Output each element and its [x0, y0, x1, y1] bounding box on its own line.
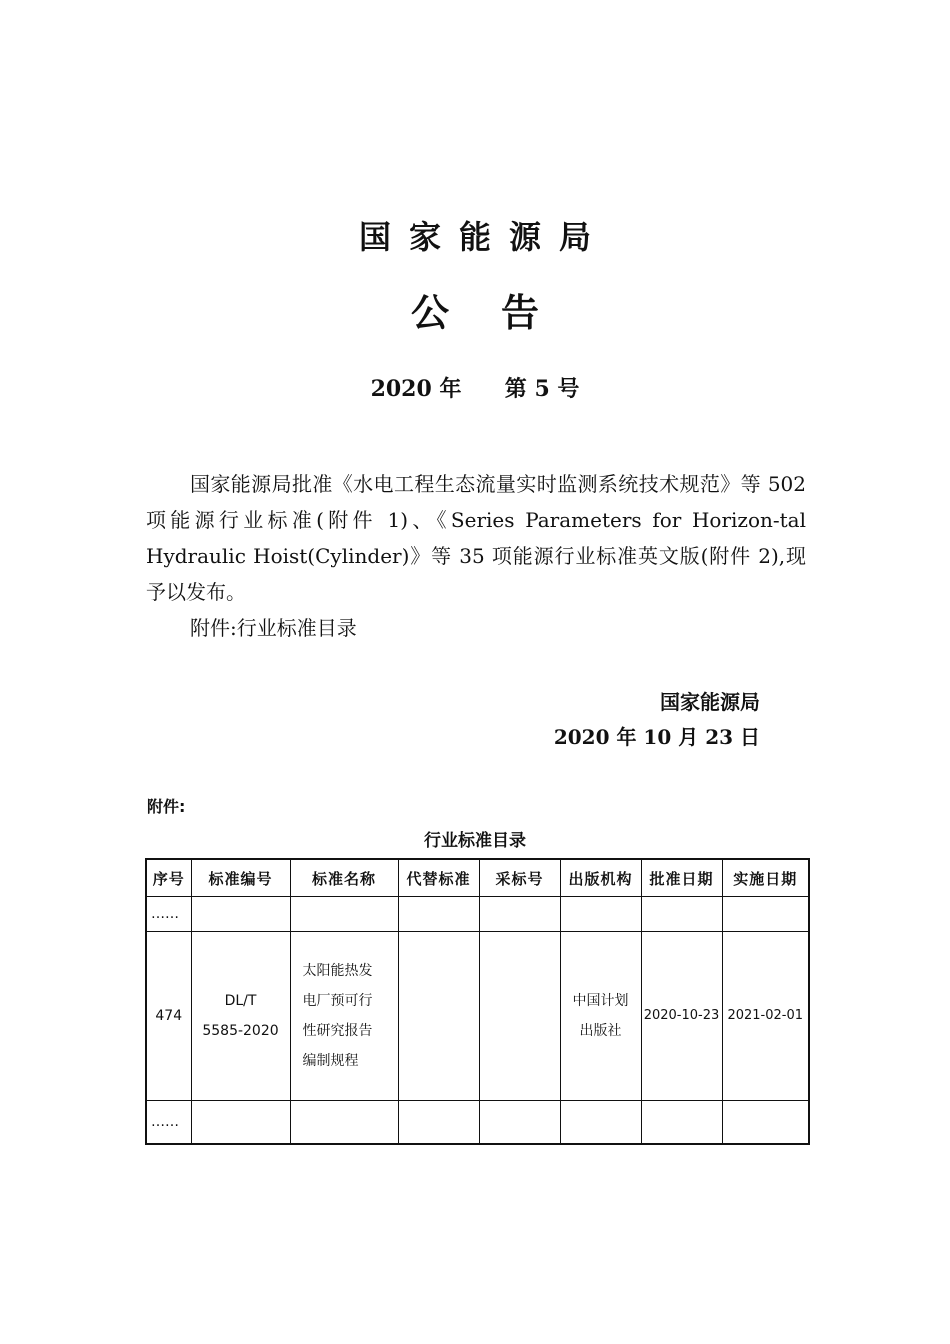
standard-name — [290, 932, 398, 1101]
empty-cell — [290, 897, 398, 932]
empty-cell — [722, 897, 809, 932]
standard-code-line1: DL/T — [224, 993, 257, 1009]
table-row — [146, 932, 809, 1101]
adopted-standard — [479, 932, 560, 1101]
table-row-ellipsis — [146, 897, 809, 932]
issue-date: 2020 年 10 月 23 日 — [553, 725, 760, 749]
table-row-ellipsis — [146, 1101, 809, 1145]
standard-name-line: 太阳能热发 — [302, 963, 373, 979]
column-header: 实施日期 — [722, 859, 809, 897]
standards-table — [145, 858, 810, 1145]
empty-cell — [722, 1101, 809, 1145]
replaces-standard — [398, 932, 479, 1101]
empty-cell — [641, 897, 722, 932]
standard-code — [191, 932, 290, 1101]
column-header: 标准名称 — [290, 859, 398, 897]
attachment-label: 附件: — [147, 797, 186, 816]
standard-code-line2: 5585-2020 — [202, 1023, 279, 1039]
issue-number — [0, 372, 950, 403]
issuer-signature: 国家能源局 — [660, 690, 760, 714]
announcement-paragraph: 国家能源局批准《水电工程生态流量实时监测系统技术规范》等 502 项能源行业标准(附件 1)、《Series Parameters for Horizon-tal Hydraulic Hoist(Cylinder)》等 35 项能源行业标准英文版(附件 2),现予以发布。 — [146, 472, 806, 604]
empty-cell — [641, 1101, 722, 1145]
publisher — [560, 932, 641, 1101]
ellipsis-cell: …… — [146, 1101, 191, 1145]
issue-year: 2020 年 — [370, 376, 462, 402]
column-header: 批准日期 — [641, 859, 722, 897]
attachment-line: 附件:行业标准目录 — [190, 616, 357, 640]
standard-name-line: 性研究报告 — [302, 1023, 373, 1039]
column-header: 出版机构 — [560, 859, 641, 897]
empty-cell — [398, 897, 479, 932]
publisher-line: 中国计划 — [572, 993, 629, 1009]
empty-cell — [560, 897, 641, 932]
row-number: 474 — [146, 932, 191, 1101]
table-header-row — [146, 859, 809, 897]
approval-date: 2020-10-23 — [641, 932, 722, 1101]
column-header: 标准编号 — [191, 859, 290, 897]
issue-no: 第 5 号 — [504, 376, 580, 402]
empty-cell — [191, 1101, 290, 1145]
standard-name-line: 编制规程 — [302, 1053, 359, 1069]
empty-cell — [290, 1101, 398, 1145]
empty-cell — [398, 1101, 479, 1145]
empty-cell — [479, 1101, 560, 1145]
column-header: 代替标准 — [398, 859, 479, 897]
empty-cell — [560, 1101, 641, 1145]
column-header: 采标号 — [479, 859, 560, 897]
agency-title: 国家能源局 — [358, 218, 609, 256]
notice-title: 公告 — [410, 291, 591, 335]
empty-cell — [191, 897, 290, 932]
table-title: 行业标准目录 — [424, 831, 526, 851]
column-header: 序号 — [146, 859, 191, 897]
effective-date: 2021-02-01 — [722, 932, 809, 1101]
publisher-line: 出版社 — [579, 1023, 622, 1039]
standard-name-line: 电厂预可行 — [302, 993, 373, 1009]
empty-cell — [479, 897, 560, 932]
ellipsis-cell: …… — [146, 897, 191, 932]
